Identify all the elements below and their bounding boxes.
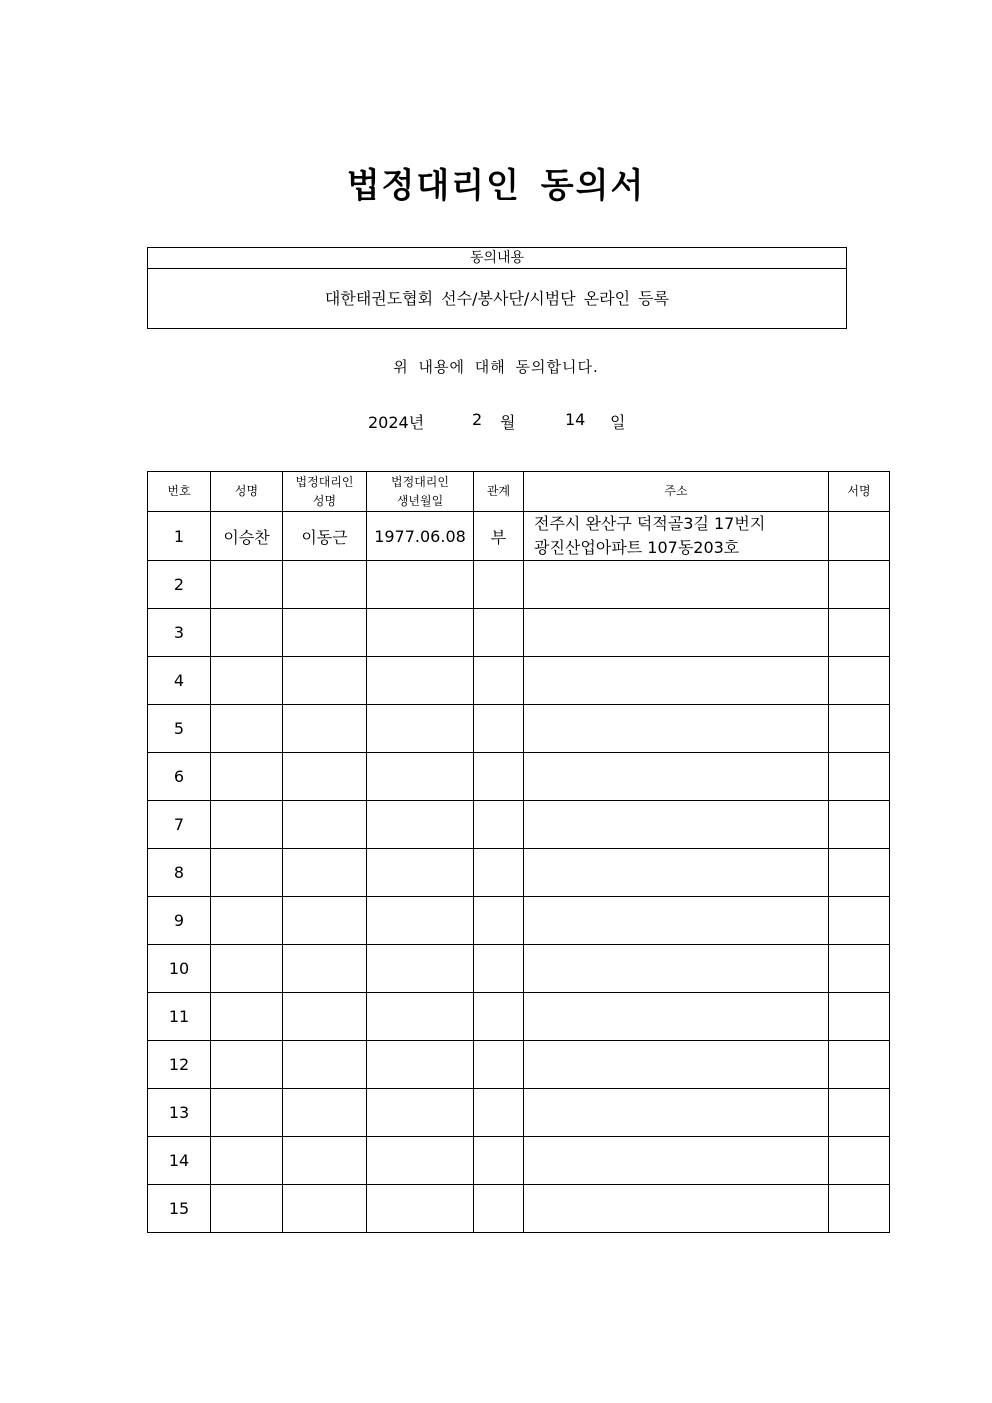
- table-row: [148, 801, 890, 849]
- cell-no: 6: [148, 753, 211, 801]
- cell-guardian-birth[interactable]: [367, 705, 474, 753]
- cell-guardian-name[interactable]: [283, 753, 367, 801]
- cell-guardian-birth[interactable]: [367, 945, 474, 993]
- cell-relation[interactable]: [474, 1185, 524, 1233]
- cell-sign[interactable]: [829, 1041, 890, 1089]
- cell-guardian-name[interactable]: [283, 849, 367, 897]
- cell-address[interactable]: [524, 512, 829, 561]
- cell-guardian-birth[interactable]: [367, 753, 474, 801]
- table-row: [148, 945, 890, 993]
- table-row: [148, 705, 890, 753]
- cell-guardian-name[interactable]: [283, 897, 367, 945]
- date-month-value[interactable]: 2: [472, 410, 483, 429]
- cell-guardian-birth[interactable]: [367, 849, 474, 897]
- cell-sign[interactable]: [829, 657, 890, 705]
- cell-name[interactable]: [211, 1041, 283, 1089]
- cell-guardian-name[interactable]: [283, 1089, 367, 1137]
- cell-guardian-name[interactable]: [283, 1137, 367, 1185]
- cell-address[interactable]: [524, 801, 829, 849]
- cell-guardian-birth[interactable]: [367, 1089, 474, 1137]
- date-month-label: 월: [500, 413, 516, 432]
- table-row: [148, 849, 890, 897]
- cell-sign[interactable]: [829, 705, 890, 753]
- cell-name[interactable]: [211, 993, 283, 1041]
- cell-sign[interactable]: [829, 1137, 890, 1185]
- cell-name[interactable]: [211, 1137, 283, 1185]
- cell-relation[interactable]: [474, 1089, 524, 1137]
- header-relation: 관계: [474, 472, 524, 512]
- cell-relation[interactable]: [474, 993, 524, 1041]
- cell-address[interactable]: [524, 609, 829, 657]
- cell-guardian-birth[interactable]: [367, 609, 474, 657]
- table-row: [148, 897, 890, 945]
- cell-no: 11: [148, 993, 211, 1041]
- date-day-value[interactable]: 14: [565, 410, 586, 429]
- header-no: 번호: [148, 472, 211, 512]
- cell-sign[interactable]: [829, 609, 890, 657]
- cell-name[interactable]: [211, 1185, 283, 1233]
- header-guardian-name-line2: 성명: [312, 493, 337, 508]
- guardian-roster-table: [147, 471, 890, 1233]
- cell-sign[interactable]: [829, 993, 890, 1041]
- cell-relation[interactable]: [474, 849, 524, 897]
- cell-name[interactable]: [211, 753, 283, 801]
- table-row: [148, 1185, 890, 1233]
- cell-guardian-birth[interactable]: [367, 1041, 474, 1089]
- cell-name[interactable]: [211, 849, 283, 897]
- header-guardian-name: [283, 472, 367, 512]
- cell-address[interactable]: [524, 897, 829, 945]
- cell-name[interactable]: 이승찬: [211, 512, 283, 561]
- table-row: [148, 753, 890, 801]
- cell-guardian-birth[interactable]: [367, 897, 474, 945]
- table-row: [148, 609, 890, 657]
- cell-no: 5: [148, 705, 211, 753]
- table-row: [148, 993, 890, 1041]
- cell-sign[interactable]: [829, 1089, 890, 1137]
- cell-no: 10: [148, 945, 211, 993]
- cell-relation[interactable]: [474, 1137, 524, 1185]
- cell-guardian-birth[interactable]: [367, 801, 474, 849]
- cell-relation[interactable]: [474, 705, 524, 753]
- cell-name[interactable]: [211, 561, 283, 609]
- cell-name[interactable]: [211, 1089, 283, 1137]
- cell-guardian-birth[interactable]: [367, 561, 474, 609]
- header-guardian-name-line1: 법정대리인: [295, 474, 354, 489]
- cell-no: 13: [148, 1089, 211, 1137]
- cell-no: 14: [148, 1137, 211, 1185]
- cell-name[interactable]: [211, 657, 283, 705]
- cell-guardian-birth[interactable]: [367, 657, 474, 705]
- cell-relation[interactable]: [474, 561, 524, 609]
- cell-no: 8: [148, 849, 211, 897]
- cell-sign[interactable]: [829, 945, 890, 993]
- header-guardian-birth-line1: 법정대리인: [391, 474, 449, 489]
- header-address: 주소: [524, 472, 829, 512]
- cell-address[interactable]: [524, 561, 829, 609]
- cell-name[interactable]: [211, 609, 283, 657]
- cell-address[interactable]: [524, 849, 829, 897]
- cell-relation[interactable]: [474, 945, 524, 993]
- header-guardian-birth: [367, 472, 474, 512]
- cell-guardian-birth[interactable]: [367, 1185, 474, 1233]
- cell-relation[interactable]: [474, 657, 524, 705]
- cell-name[interactable]: [211, 801, 283, 849]
- cell-guardian-name[interactable]: [283, 1185, 367, 1233]
- cell-no: 9: [148, 897, 211, 945]
- cell-sign[interactable]: [829, 561, 890, 609]
- cell-guardian-birth[interactable]: [367, 1137, 474, 1185]
- cell-no: 3: [148, 609, 211, 657]
- cell-name[interactable]: [211, 897, 283, 945]
- cell-no: 15: [148, 1185, 211, 1233]
- cell-relation[interactable]: [474, 1041, 524, 1089]
- agreement-statement: 위 내용에 대해 동의합니다.: [393, 358, 599, 376]
- consent-content-header: 동의내용: [148, 248, 846, 269]
- cell-guardian-birth[interactable]: 1977.06.08: [367, 512, 474, 561]
- table-row: [148, 512, 890, 561]
- header-name: 성명: [211, 472, 283, 512]
- cell-address[interactable]: [524, 945, 829, 993]
- cell-guardian-name[interactable]: [283, 609, 367, 657]
- document-title: 법정대리인 동의서: [346, 166, 646, 206]
- table-row: [148, 657, 890, 705]
- date-year: 2024년: [368, 413, 425, 432]
- cell-guardian-name[interactable]: [283, 561, 367, 609]
- cell-address-line: 광진산업아파트 107동203호: [534, 538, 740, 557]
- cell-sign[interactable]: [829, 801, 890, 849]
- consent-content-box: [147, 247, 847, 329]
- cell-sign[interactable]: [829, 512, 890, 561]
- cell-address[interactable]: [524, 1185, 829, 1233]
- cell-guardian-name[interactable]: [283, 801, 367, 849]
- table-row: [148, 1041, 890, 1089]
- cell-relation[interactable]: [474, 897, 524, 945]
- cell-address[interactable]: [524, 657, 829, 705]
- cell-address[interactable]: [524, 705, 829, 753]
- cell-guardian-name[interactable]: [283, 1041, 367, 1089]
- cell-no: 1: [148, 512, 211, 561]
- cell-no: 4: [148, 657, 211, 705]
- cell-no: 12: [148, 1041, 211, 1089]
- cell-guardian-birth[interactable]: [367, 993, 474, 1041]
- cell-guardian-name[interactable]: [283, 657, 367, 705]
- cell-sign[interactable]: [829, 897, 890, 945]
- header-sign: 서명: [829, 472, 890, 512]
- cell-relation[interactable]: [474, 609, 524, 657]
- cell-address[interactable]: [524, 1089, 829, 1137]
- cell-name[interactable]: [211, 945, 283, 993]
- cell-address[interactable]: [524, 993, 829, 1041]
- cell-sign[interactable]: [829, 753, 890, 801]
- cell-relation[interactable]: [474, 753, 524, 801]
- header-guardian-birth-line2: 생년월일: [396, 493, 444, 508]
- cell-no: 2: [148, 561, 211, 609]
- cell-relation[interactable]: 부: [474, 512, 524, 561]
- table-row: [148, 561, 890, 609]
- table-row: [148, 1137, 890, 1185]
- cell-no: 7: [148, 801, 211, 849]
- cell-guardian-name[interactable]: 이동근: [283, 512, 367, 561]
- cell-address[interactable]: [524, 1041, 829, 1089]
- cell-relation[interactable]: [474, 801, 524, 849]
- table-header-row: [148, 472, 890, 512]
- date-day-label: 일: [610, 413, 626, 432]
- cell-guardian-name[interactable]: [283, 945, 367, 993]
- cell-address[interactable]: [524, 753, 829, 801]
- cell-address[interactable]: [524, 1137, 829, 1185]
- cell-guardian-name[interactable]: [283, 705, 367, 753]
- cell-address-line: 전주시 완산구 덕적골3길 17번지: [534, 514, 766, 533]
- cell-guardian-name[interactable]: [283, 993, 367, 1041]
- cell-name[interactable]: [211, 705, 283, 753]
- consent-content-body: 대한태권도협회 선수/봉사단/시범단 온라인 등록: [324, 289, 670, 308]
- cell-sign[interactable]: [829, 1185, 890, 1233]
- cell-sign[interactable]: [829, 849, 890, 897]
- table-row: [148, 1089, 890, 1137]
